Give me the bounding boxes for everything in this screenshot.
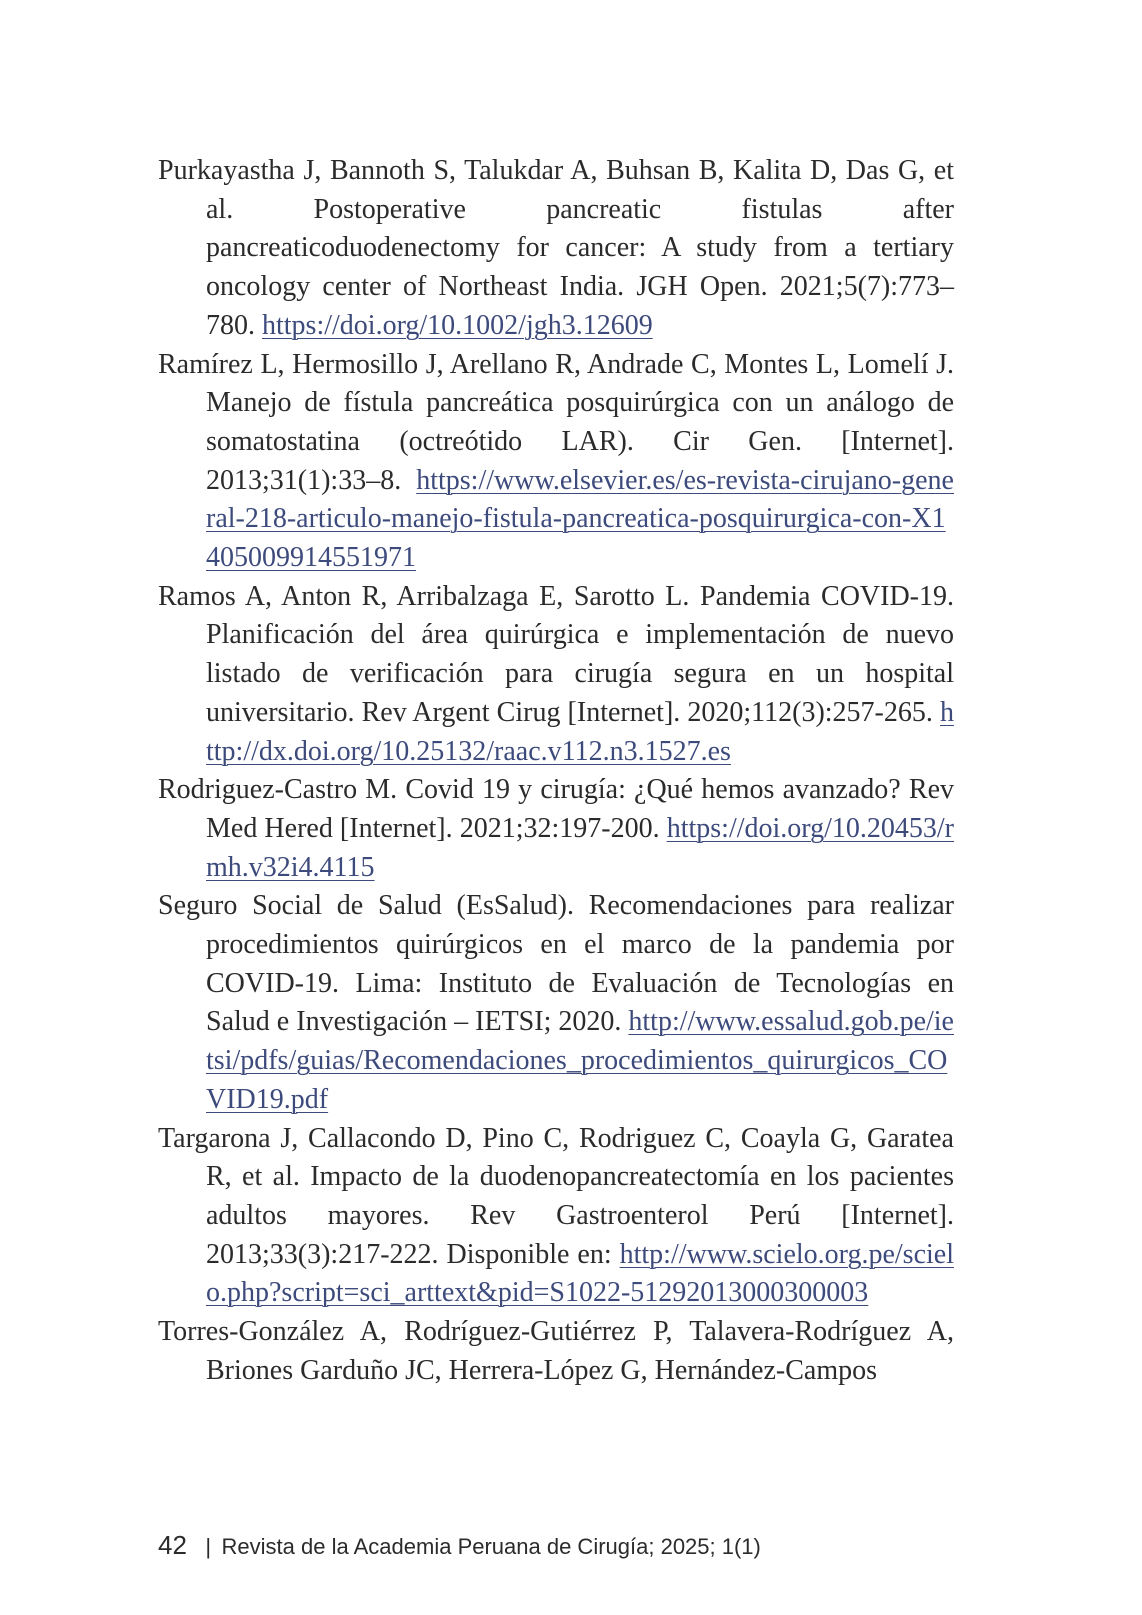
reference-text: Rodriguez-Castro M. Covid 19 y cirugía: ¿Qué hemos avanzado? Rev Med Hered [Internet]. 2021;32:197-200. [158, 774, 954, 844]
reference-item [158, 887, 954, 1119]
reference-item [158, 1120, 954, 1314]
reference-item [158, 771, 954, 887]
reference-item [158, 1313, 954, 1390]
reference-item [158, 578, 954, 772]
page-footer [158, 1530, 761, 1561]
reference-link[interactable]: https://doi.org/10.1002/jgh3.12609 [262, 309, 653, 341]
reference-link[interactable]: https://www.elsevier.es/es-revista-cirujano-general-218-articulo-manejo-fistula-pancreatica-posquirurgica-con-X1405009914551971 [206, 464, 954, 574]
reference-item [158, 346, 954, 578]
journal-citation: Revista de la Academia Peruana de Cirugía; 2025; 1(1) [221, 1534, 761, 1559]
reference-text: Ramos A, Anton R, Arribalzaga E, Sarotto L. Pandemia COVID-19. Planificación del área quirúrgica e implementación de nuevo listado de verificación para cirugía segura en un hospital universitario. Rev Argent Cirug [Internet]. 2020;112(3):257-265. [158, 580, 954, 728]
reference-link[interactable]: http://www.scielo.org.pe/scielo.php?script=sci_arttext&pid=S1022-51292013000300003 [206, 1238, 954, 1309]
reference-text: Ramírez L, Hermosillo J, Arellano R, Andrade C, Montes L, Lomelí J. Manejo de fístula pancreática posquirúrgica con un análogo de somatostatina (octreótido LAR). Cir Gen. [Internet]. 2013;31(1):33–8. [158, 348, 954, 496]
reference-list [158, 152, 954, 1391]
reference-link[interactable]: https://doi.org/10.20453/rmh.v32i4.4115 [206, 812, 954, 883]
reference-text: Purkayastha J, Bannoth S, Talukdar A, Buhsan B, Kalita D, Das G, et al. Postoperative pancreatic fistulas after pancreaticoduodenectomy for cancer: A study from a tertiary oncology center of Northeast India. JGH Open. 2021;5(7):773–780. [158, 155, 954, 341]
reference-link[interactable]: http://dx.doi.org/10.25132/raac.v112.n3.1527.es [206, 696, 954, 767]
reference-link[interactable]: http://www.essalud.gob.pe/ietsi/pdfs/guias/Recomendaciones_procedimientos_quirurgicos_COVID19.pdf [206, 1006, 954, 1115]
page-number: 42 [158, 1530, 187, 1560]
reference-text: Torres-González A, Rodríguez-Gutiérrez P, Talavera-Rodríguez A, Briones Garduño JC, Herrera-López G, Hernández-Campos [158, 1316, 954, 1386]
reference-text: Seguro Social de Salud (EsSalud). Recomendaciones para realizar procedimientos quirúrgicos en el marco de la pandemia por COVID-19. Lima: Instituto de Evaluación de Tecnologías en Salud e Investigación – IETSI; 2020. [158, 890, 954, 1038]
reference-text: Targarona J, Callacondo D, Pino C, Rodriguez C, Coayla G, Garatea R, et al. Impacto de la duodenopancreatectomía en los pacientes adultos mayores. Rev Gastroenterol Perú [Internet]. 2013;33(3):217-222. Disponible en: [158, 1122, 954, 1270]
reference-item [158, 152, 954, 346]
footer-separator: | [205, 1534, 212, 1559]
